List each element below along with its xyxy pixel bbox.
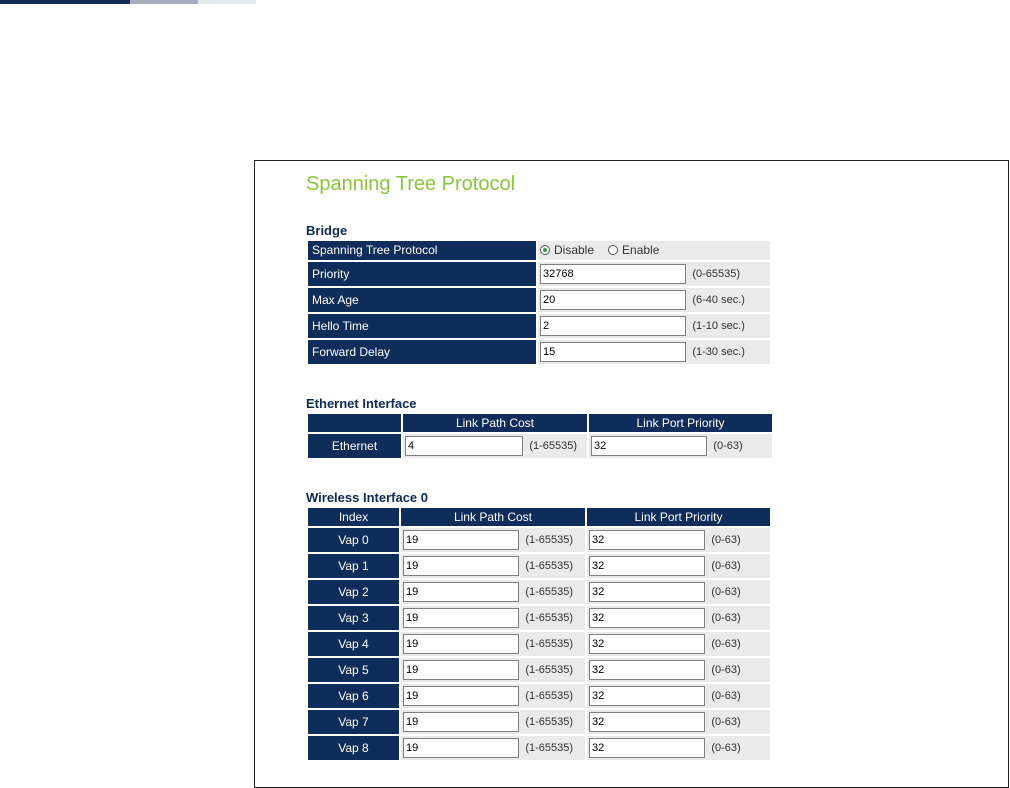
vap-label: Vap 7 [308,710,399,734]
accent-segment-mid [130,0,198,4]
wireless-header-index: Index [308,508,399,526]
screenshot-frame [254,160,1009,788]
ethernet-cost-range: (1-65535) [529,440,578,452]
vap-priority-cell [587,606,770,630]
forward-delay-label: Forward Delay [308,340,536,364]
vap-priority-input[interactable] [589,634,705,654]
vap-priority-cell [587,632,770,656]
vap-priority-input[interactable] [589,556,705,576]
stp-radio-group [540,243,669,257]
vap-cost-input[interactable] [403,660,519,680]
ethernet-priority-input[interactable] [591,436,707,456]
ethernet-header-priority: Link Port Priority [589,414,772,432]
vap-priority-cell [587,554,770,578]
table-row [308,554,770,578]
table-row [308,736,770,760]
vap-cost-input[interactable] [403,530,519,550]
stp-content [306,161,776,762]
max-age-label: Max Age [308,288,536,312]
stp-disable-label[interactable]: Disable [554,243,595,257]
page-title: Spanning Tree Protocol [306,173,516,195]
vap-cost-cell [401,632,585,656]
vap-label: Vap 3 [308,606,399,630]
max-age-input[interactable] [540,290,686,310]
forward-delay-input[interactable] [540,342,686,362]
table-row [308,658,770,682]
vap-label: Vap 4 [308,632,399,656]
bridge-table [306,239,772,366]
bridge-row [308,314,770,338]
hello-time-range: (1-10 sec.) [692,320,745,332]
ethernet-label: Ethernet [308,434,401,458]
vap-priority-cell [587,658,770,682]
bridge-row-stp [308,241,770,260]
ethernet-cost-cell [403,434,587,458]
table-row [308,528,770,552]
table-row [308,684,770,708]
vap-priority-cell [587,580,770,604]
vap-label: Vap 1 [308,554,399,578]
vap-priority-input[interactable] [589,712,705,732]
stp-enable-radio[interactable] [608,245,618,255]
table-row [308,710,770,734]
hello-time-input[interactable] [540,316,686,336]
vap-cost-input[interactable] [403,686,519,706]
ethernet-priority-range: (0-63) [713,440,743,452]
vap-cost-input[interactable] [403,608,519,628]
vap-cost-range: (1-65535) [525,534,574,546]
vap-priority-input[interactable] [589,530,705,550]
vap-priority-input[interactable] [589,660,705,680]
vap-cost-range: (1-65535) [525,716,574,728]
vap-priority-input[interactable] [589,686,705,706]
header-accent-bar [0,0,256,4]
stp-enable-label[interactable]: Enable [622,243,660,257]
vap-cost-cell [401,710,585,734]
priority-input[interactable] [540,264,686,284]
wireless-header-priority: Link Port Priority [587,508,770,526]
max-age-cell [538,288,770,312]
stp-disable-radio[interactable] [540,245,550,255]
max-age-range: (6-40 sec.) [692,294,745,306]
vap-priority-range: (0-63) [711,690,741,702]
vap-priority-cell [587,528,770,552]
bridge-section-title: Bridge [306,223,348,238]
table-row [308,632,770,656]
vap-priority-range: (0-63) [711,638,741,650]
vap-label: Vap 2 [308,580,399,604]
ethernet-header-row [308,414,772,432]
vap-priority-input[interactable] [589,582,705,602]
vap-cost-range: (1-65535) [525,742,574,754]
ethernet-row [308,434,772,458]
vap-cost-range: (1-65535) [525,612,574,624]
vap-priority-range: (0-63) [711,612,741,624]
vap-cost-cell [401,528,585,552]
ethernet-priority-cell [589,434,772,458]
vap-cost-range: (1-65535) [525,664,574,676]
vap-cost-range: (1-65535) [525,586,574,598]
vap-cost-cell [401,684,585,708]
priority-range: (0-65535) [692,268,741,280]
vap-priority-range: (0-63) [711,664,741,676]
vap-cost-cell [401,606,585,630]
accent-segment-dark [0,0,130,4]
forward-delay-cell [538,340,770,364]
vap-cost-cell [401,580,585,604]
vap-priority-range: (0-63) [711,560,741,572]
vap-label: Vap 5 [308,658,399,682]
wireless-header-cost: Link Path Cost [401,508,585,526]
vap-cost-input[interactable] [403,738,519,758]
stp-radio-cell [538,241,770,260]
vap-cost-range: (1-65535) [525,690,574,702]
wireless-rows [308,528,770,760]
table-row [308,580,770,604]
wireless-header-row [308,508,770,526]
vap-cost-cell [401,554,585,578]
vap-cost-input[interactable] [403,712,519,732]
vap-priority-cell [587,736,770,760]
hello-time-label: Hello Time [308,314,536,338]
accent-segment-light [198,0,256,4]
vap-cost-range: (1-65535) [525,638,574,650]
ethernet-header-blank [308,414,401,432]
vap-priority-range: (0-63) [711,742,741,754]
vap-priority-range: (0-63) [711,586,741,598]
ethernet-header-cost: Link Path Cost [403,414,587,432]
bridge-row [308,340,770,364]
ethernet-section-title: Ethernet Interface [306,396,417,411]
vap-priority-range: (0-63) [711,534,741,546]
bridge-row [308,262,770,286]
vap-label: Vap 6 [308,684,399,708]
ethernet-table [306,412,774,460]
vap-priority-range: (0-63) [711,716,741,728]
vap-priority-cell [587,710,770,734]
vap-cost-range: (1-65535) [525,560,574,572]
vap-cost-input[interactable] [403,634,519,654]
vap-cost-cell [401,736,585,760]
priority-label: Priority [308,262,536,286]
stp-label: Spanning Tree Protocol [308,241,536,260]
wireless-section-title: Wireless Interface 0 [306,490,429,505]
table-row [308,606,770,630]
bridge-row [308,288,770,312]
vap-cost-cell [401,658,585,682]
priority-cell [538,262,770,286]
vap-cost-input[interactable] [403,582,519,602]
vap-cost-input[interactable] [403,556,519,576]
vap-priority-input[interactable] [589,738,705,758]
vap-priority-cell [587,684,770,708]
vap-label: Vap 0 [308,528,399,552]
wireless-table [306,506,772,762]
ethernet-cost-input[interactable] [405,436,523,456]
hello-time-cell [538,314,770,338]
vap-priority-input[interactable] [589,608,705,628]
forward-delay-range: (1-30 sec.) [692,346,745,358]
vap-label: Vap 8 [308,736,399,760]
